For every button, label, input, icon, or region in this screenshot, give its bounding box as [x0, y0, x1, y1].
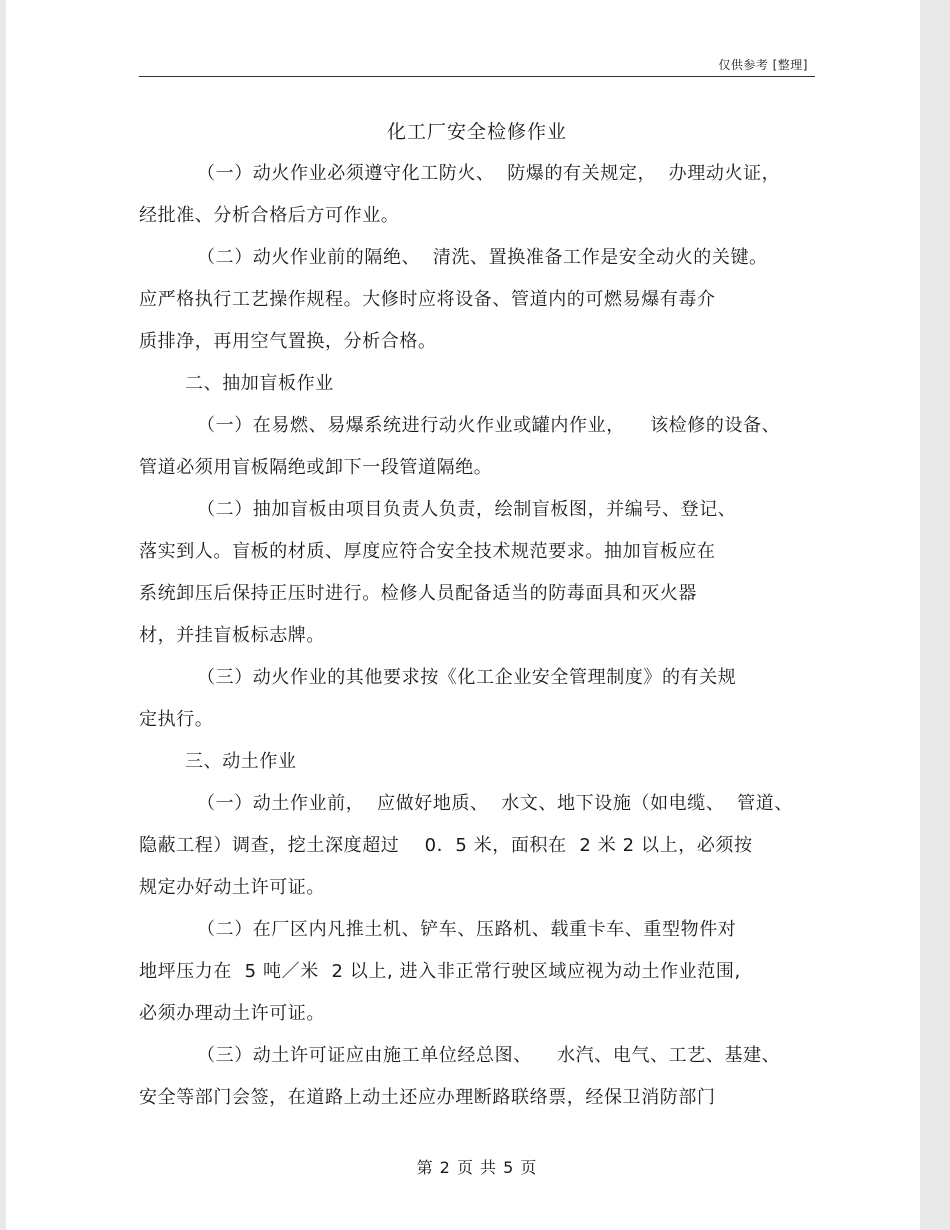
paragraph-line: 系统卸压后保持正压时进行。检修人员配备适当的防毒面具和灭火器	[139, 583, 697, 604]
paragraph-line: （三）动火作业的其他要求按《化工企业安全管理制度》的有关规	[197, 667, 737, 688]
paragraph-line: 地坪压力在 5 吨／米 2 以上, 进入非正常行驶区域应视为动土作业范围,	[139, 961, 741, 982]
paragraph-line: 质排净，再用空气置换，分析合格。	[139, 331, 437, 352]
header-rule	[139, 76, 815, 77]
paragraph-line: （二）抽加盲板由项目负责人负责，绘制盲板图，并编号、登记、	[197, 499, 737, 520]
paragraph-line: 安全等部门会签，在道路上动土还应办理断路联络票，经保卫消防部门	[139, 1087, 716, 1108]
paragraph-line: 定执行。	[139, 709, 214, 730]
document-page	[6, 0, 920, 1230]
paragraph-line: （二）动火作业前的隔绝、 清洗、置换准备工作是安全动火的关键。	[197, 247, 768, 268]
section-heading: 三、动土作业	[185, 751, 297, 772]
paragraph-line: 经批准、分析合格后方可作业。	[139, 205, 400, 226]
paragraph-line: （一）在易燃、易爆系统进行动火作业或罐内作业， 该检修的设备、	[197, 415, 781, 436]
section-heading: 二、抽加盲板作业	[185, 373, 334, 394]
paragraph-line: （一）动火作业必须遵守化工防火、 防爆的有关规定， 办理动火证，	[197, 163, 781, 184]
paragraph-line: （一）动土作业前， 应做好地质、 水文、地下设施（如电缆、 管道、	[197, 793, 793, 814]
paragraph-line: 材，并挂盲板标志牌。	[139, 625, 325, 646]
header-note: 仅供参考 [整理]	[718, 58, 808, 72]
paragraph-line: 管道必须用盲板隔绝或卸下一段管道隔绝。	[139, 457, 493, 478]
paragraph-line: 隐蔽工程）调查，挖土深度超过 0．5 米，面积在 2 米 2 以上，必须按	[139, 835, 753, 856]
paragraph-line: 规定办好动土许可证。	[139, 877, 325, 898]
document-body	[139, 153, 839, 1119]
document-title: 化工厂安全检修作业	[386, 121, 567, 143]
paragraph-line: 落实到人。盲板的材质、厚度应符合安全技术规范要求。抽加盲板应在	[139, 541, 716, 562]
paragraph-line: （三）动土许可证应由施工单位经总图、 水汽、电气、工艺、基建、	[197, 1045, 781, 1066]
paragraph-line: （二）在厂区内凡推土机、铲车、压路机、载重卡车、重型物件对	[197, 919, 737, 940]
page-number: 第 2 页 共 5 页	[416, 1158, 538, 1177]
paragraph-line: 应严格执行工艺操作规程。大修时应将设备、管道内的可燃易爆有毒介	[139, 289, 716, 310]
paragraph-line: 必须办理动土许可证。	[139, 1003, 325, 1024]
